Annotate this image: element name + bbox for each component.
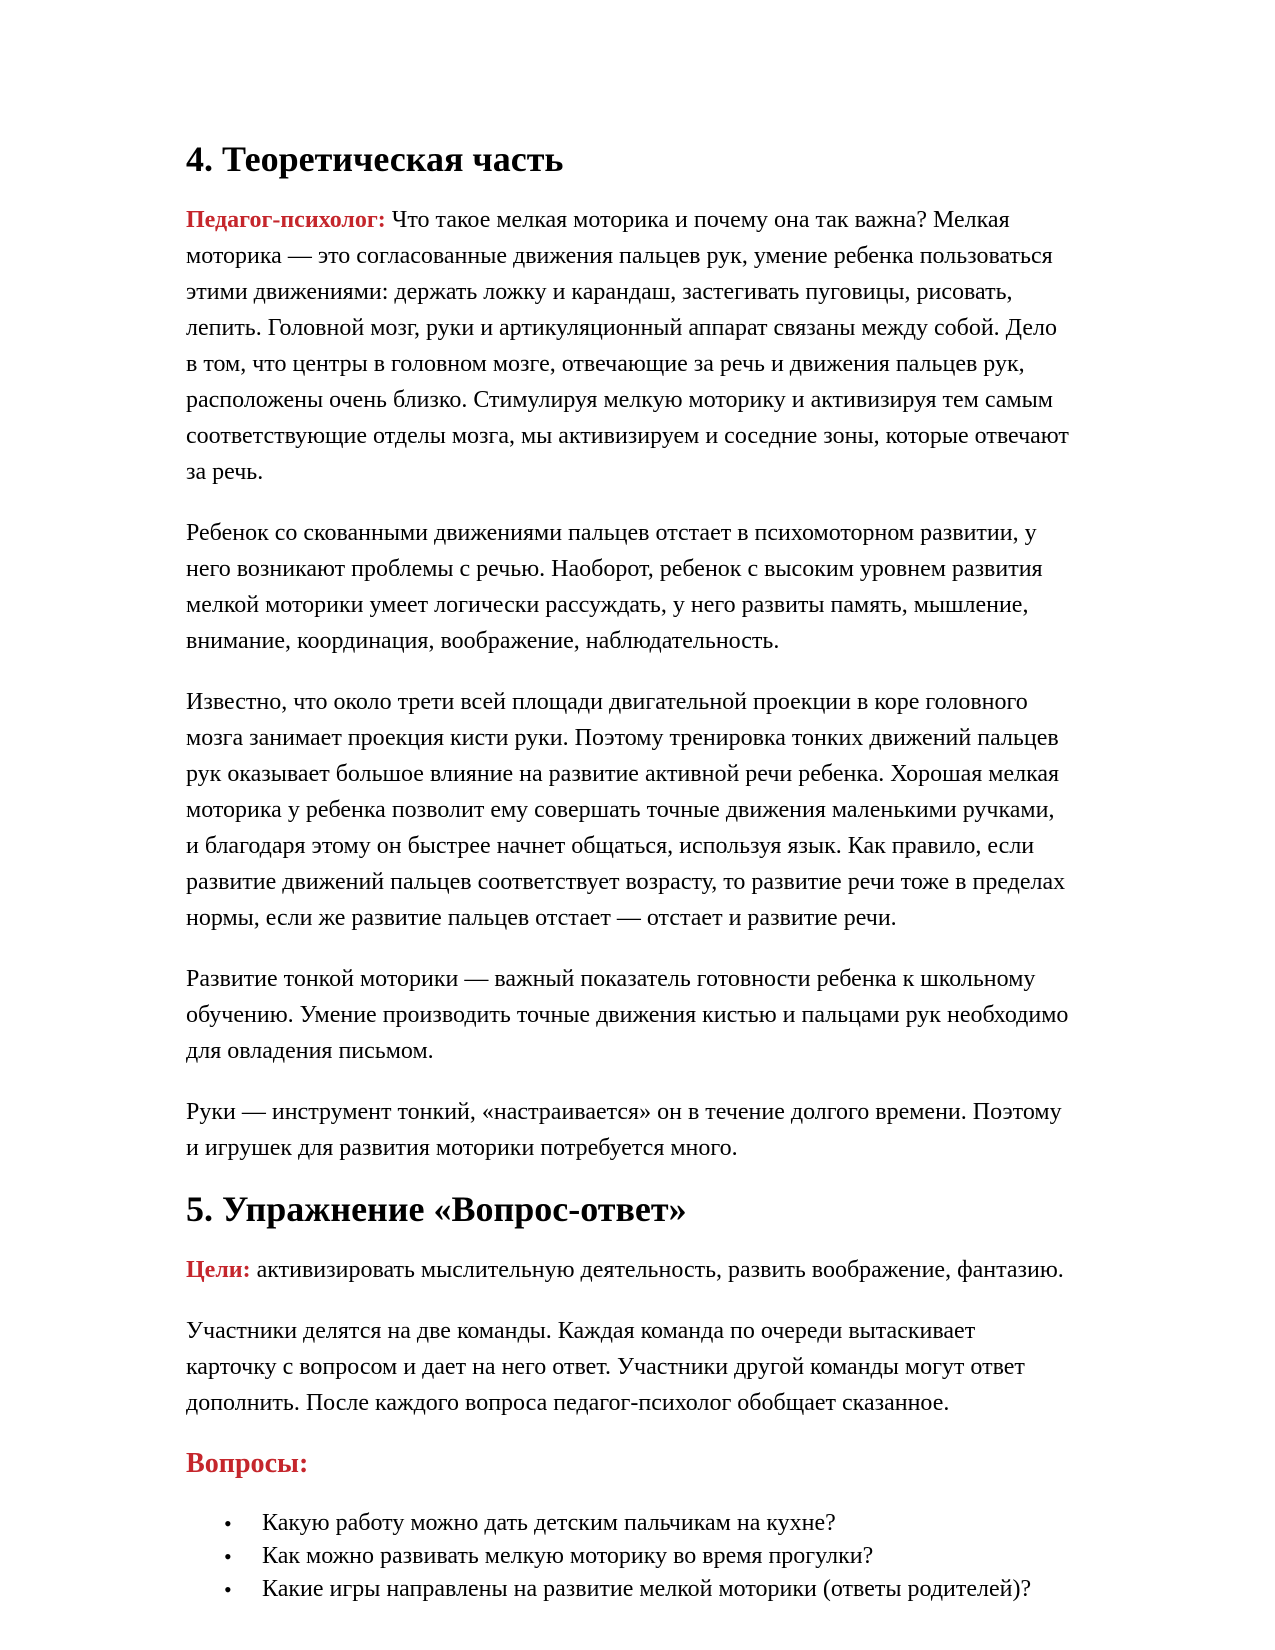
paragraph-pedagog-psiholog-text: Что такое мелкая моторика и почему она так важна? Мелкая моторика — это согласованные движения пальцев рук, умение ребенка пользоваться этими движениями: держать ложку и карандаш, застегивать пуговицы, рисовать, лепить. Головной мозг, руки и артикуляционный аппарат связаны между собой. Дело в том, что центры в головном мозге, отвечающие за речь и движения пальцев рук, расположены очень близко. Стимулируя мелкую моторику и активизируя тем самым соответствующие отделы мозга, мы активизируем и соседние зоны, которые отвечают за речь. (186, 207, 1069, 485)
bullet-icon: • (224, 1544, 232, 1569)
paragraph-motor-projection: Известно, что около трети всей площади двигательной проекции в коре головного мозга занимает проекция кисти руки. Поэтому тренировка тонких движений пальцев рук оказывает большое влияние на развитие активной речи ребенка. Хорошая мелкая моторика у ребенка позволит ему совершать точные движения маленькими ручками, и благодаря этому он быстрее начнет общаться, используя язык. Как правило, если развитие движений пальцев соответствует возрасту, то развитие речи тоже в пределах нормы, если же развитие пальцев отстает — отстает и развитие речи. (186, 689, 1066, 931)
questions-heading: Вопросы: (186, 1448, 309, 1479)
goals-label: Цели: (186, 1257, 251, 1283)
paragraph-school-readiness: Развитие тонкой моторики — важный показатель готовности ребенка к школьному обучению. Умение производить точные движения кистью и пальцами рук необходимо для овладения письмом. (186, 966, 1069, 1064)
paragraph-child-development: Ребенок со скованными движениями пальцев отстает в психомоторном развитии, у него возникают проблемы с речью. Наоборот, ребенок с высоким уровнем развития мелкой моторики умеет логически рассуждать, у него развиты память, мышление, внимание, координация, воображение, наблюдательность. (186, 520, 1043, 654)
list-item (186, 1540, 1070, 1573)
paragraph-hands-instrument: Руки — инструмент тонкий, «настраивается» он в течение долгого времени. Поэтому и игрушек для развития моторики потребуется много. (186, 1099, 1062, 1161)
bullet-icon: • (224, 1511, 232, 1536)
paragraph-goals (186, 1252, 1070, 1288)
question-text: Какую работу можно дать детским пальчикам на кухне? (262, 1510, 836, 1536)
question-text: Как можно развивать мелкую моторику во время прогулки? (262, 1543, 874, 1569)
question-text: Какие игры направлены на развитие мелкой моторики (ответы родителей)? (262, 1576, 1032, 1602)
pedagog-psiholog-label: Педагог-психолог: (186, 207, 386, 233)
paragraph-pedagog-psiholog (186, 202, 1070, 490)
paragraph-goals-text: активизировать мыслительную деятельность, развить воображение, фантазию. (256, 1257, 1064, 1283)
questions-list (186, 1507, 1070, 1606)
section-5-heading: 5. Упражнение «Вопрос-ответ» (186, 1189, 687, 1229)
section-4-heading: 4. Теоретическая часть (186, 139, 564, 179)
list-item (186, 1573, 1070, 1606)
paragraph-teams-rules: Участники делятся на две команды. Каждая команда по очереди вытаскивает карточку с вопросом и дает на него ответ. Участники другой команды могут ответ дополнить. После каждого вопроса педагог-психолог обобщает сказанное. (186, 1318, 1025, 1416)
list-item (186, 1507, 1070, 1540)
bullet-icon: • (224, 1577, 232, 1602)
